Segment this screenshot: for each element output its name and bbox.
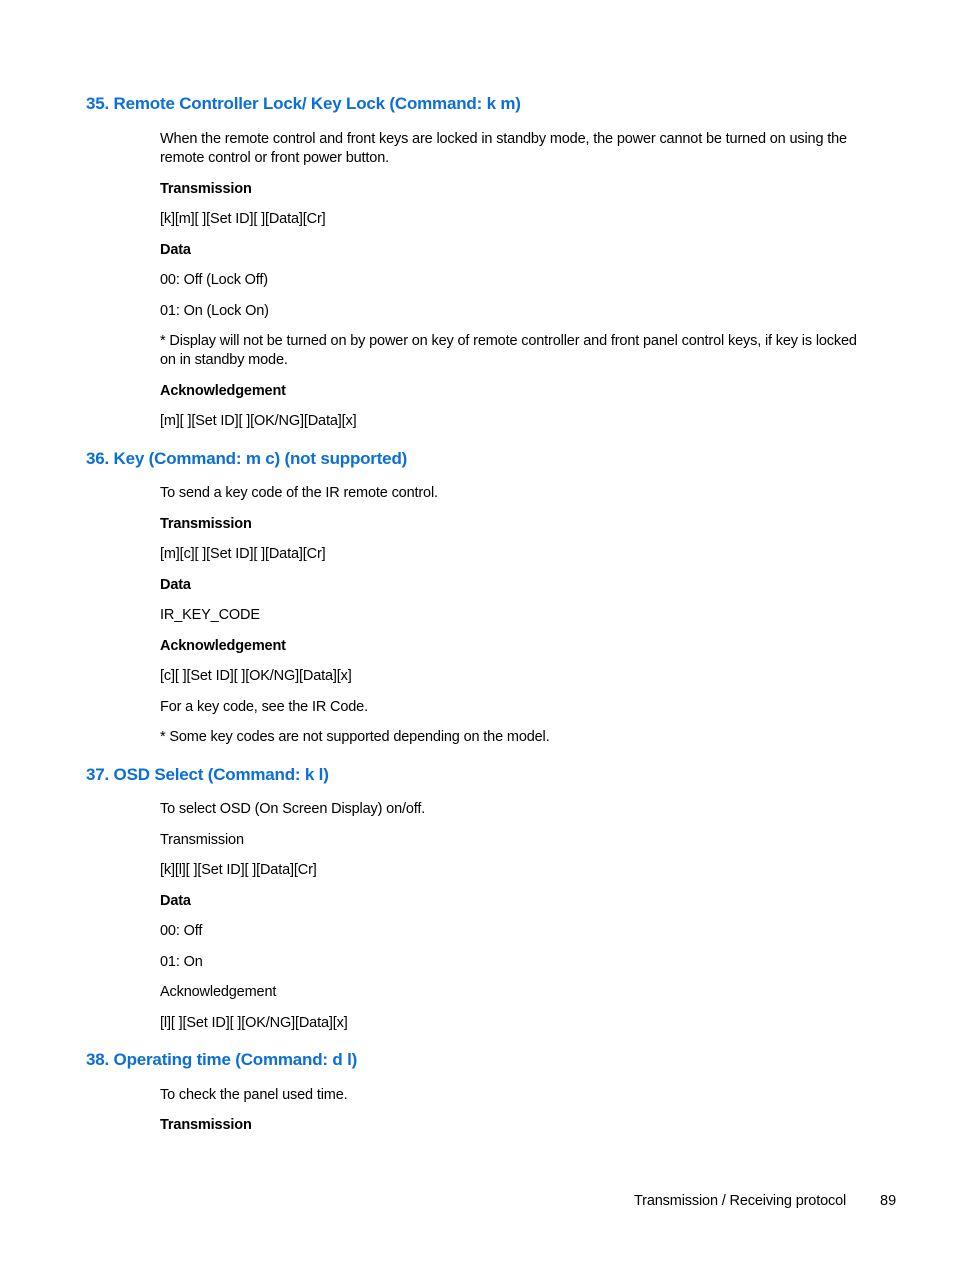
section-38-heading: 38. Operating time (Command: d l) [86, 1050, 358, 1069]
section-35-transmission: [k][m][ ][Set ID][ ][Data][Cr] [160, 211, 326, 227]
section-35-data-label: Data [160, 242, 191, 258]
section-35-transmission-label: Transmission [160, 181, 252, 197]
section-36-transmission-label: Transmission [160, 516, 252, 532]
section-36-data-value-0: IR_KEY_CODE [160, 607, 260, 623]
section-37-heading: 37. OSD Select (Command: k l) [86, 765, 329, 784]
section-37-data-label: Data [160, 893, 191, 909]
section-35-data-value-1: 01: On (Lock On) [160, 303, 269, 319]
section-37-ack-label: Acknowledgement [160, 984, 277, 1000]
section-37-transmission-label: Transmission [160, 832, 244, 848]
footer-chapter-title: Transmission / Receiving protocol [634, 1193, 847, 1209]
section-37-data-value-1: 01: On [160, 954, 203, 970]
section-36-transmission: [m][c][ ][Set ID][ ][Data][Cr] [160, 546, 326, 562]
section-36-extra-1: * Some key codes are not supported depending on the model. [160, 729, 550, 745]
section-35-note: * Display will not be turned on by power on key of remote controller and front panel control keys, if key is locked on in standby mode. [160, 333, 857, 368]
section-37-description: To select OSD (On Screen Display) on/off. [160, 801, 426, 817]
section-35-ack-label: Acknowledgement [160, 383, 286, 399]
section-36-data-label: Data [160, 577, 191, 593]
section-37-transmission: [k][l][ ][Set ID][ ][Data][Cr] [160, 862, 317, 878]
section-36-heading: 36. Key (Command: m c) (not supported) [86, 449, 408, 468]
section-35-ack: [m][ ][Set ID][ ][OK/NG][Data][x] [160, 413, 357, 429]
section-36-ack-label: Acknowledgement [160, 638, 286, 654]
section-36-description: To send a key code of the IR remote control. [160, 485, 438, 501]
section-35-data-value-0: 00: Off (Lock Off) [160, 272, 268, 288]
section-36-extra-0: For a key code, see the IR Code. [160, 699, 368, 715]
section-38-description: To check the panel used time. [160, 1087, 348, 1103]
section-37-data-value-0: 00: Off [160, 923, 203, 939]
section-36-ack: [c][ ][Set ID][ ][OK/NG][Data][x] [160, 668, 352, 684]
page-number: 89 [880, 1193, 897, 1209]
section-38-transmission-label: Transmission [160, 1117, 252, 1133]
section-35-heading: 35. Remote Controller Lock/ Key Lock (Command: k m) [86, 94, 521, 113]
section-37-ack: [l][ ][Set ID][ ][OK/NG][Data][x] [160, 1015, 348, 1031]
section-35-description: When the remote control and front keys are locked in standby mode, the power cannot be turned on using the remote control or front power button. [160, 131, 847, 166]
